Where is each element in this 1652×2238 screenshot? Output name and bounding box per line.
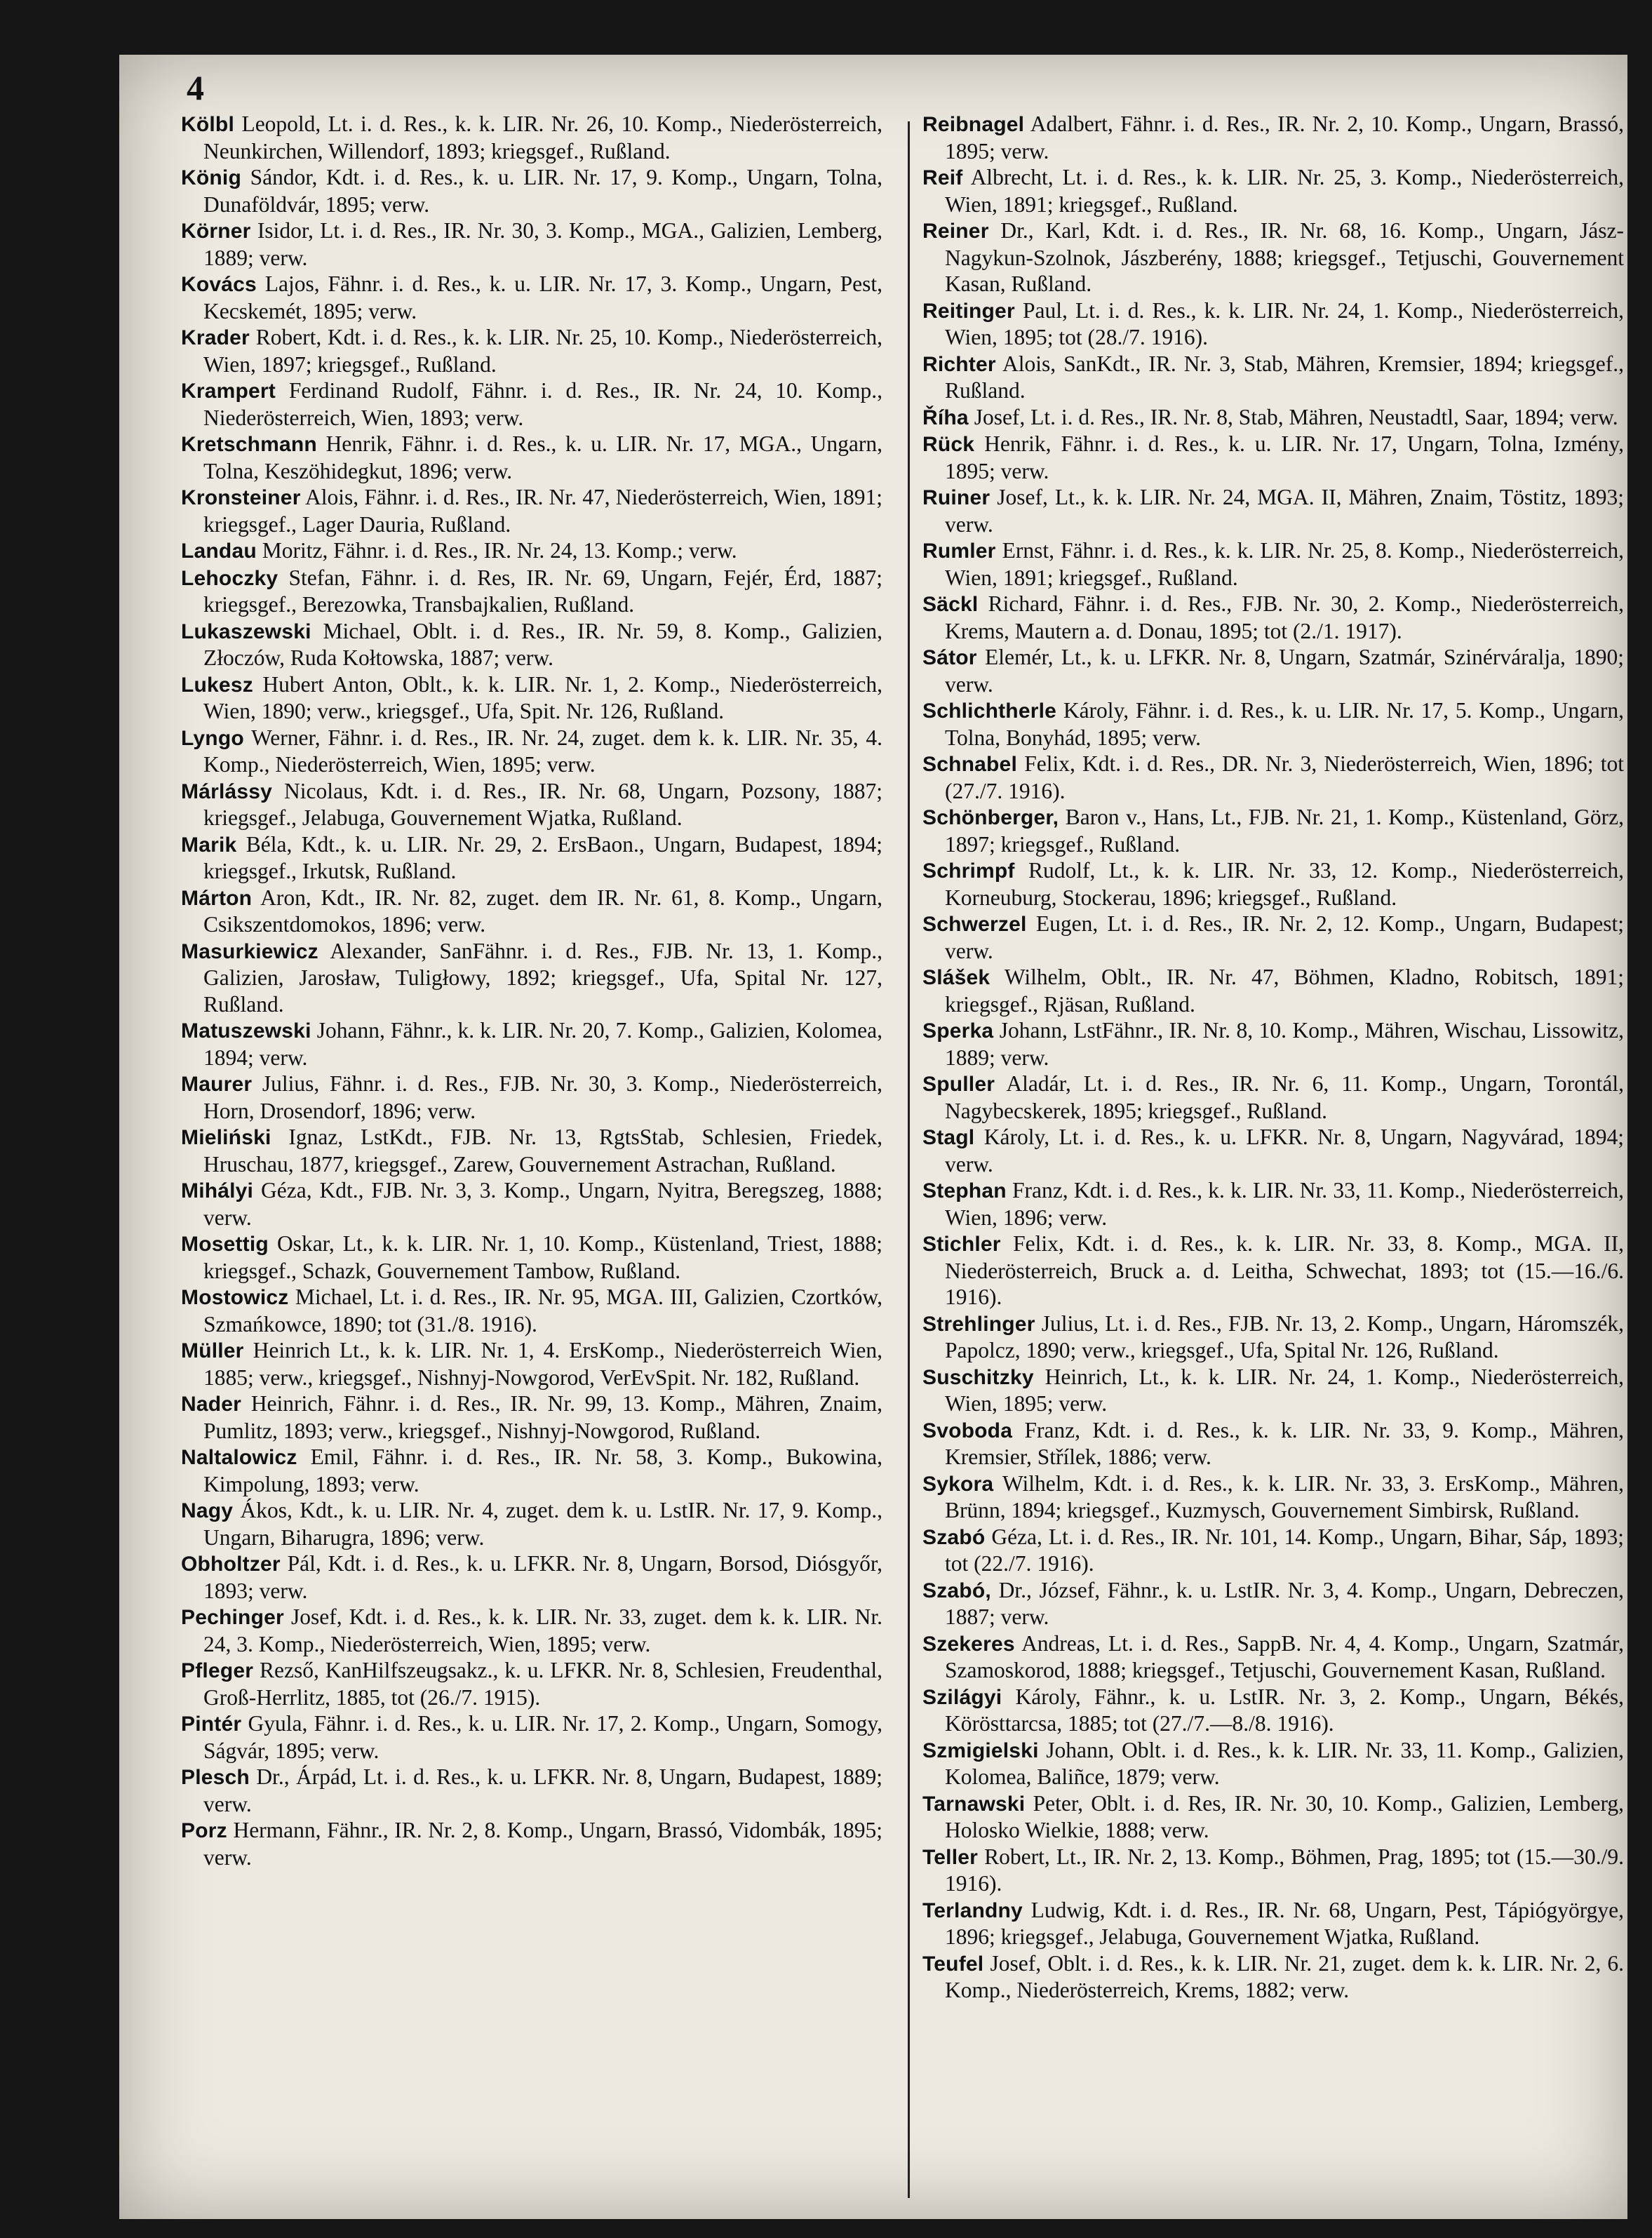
casualty-entry bbox=[922, 1311, 1624, 1364]
casualty-entry bbox=[181, 1391, 882, 1444]
casualty-entry bbox=[922, 1630, 1624, 1684]
casualty-entry bbox=[181, 111, 882, 164]
entry-surname: Krader bbox=[181, 326, 250, 349]
entry-details: Pál, Kdt. i. d. Res., k. u. LFKR. Nr. 8, Ungarn, Borsod, Diósgyőr, 1893; verw. bbox=[203, 1551, 882, 1603]
casualty-entry bbox=[922, 217, 1624, 297]
entry-surname: Plesch bbox=[181, 1766, 250, 1789]
casualty-entry bbox=[181, 1817, 882, 1870]
entry-details: Rezső, KanHilfszeugsakz., k. u. LFKR. Nr. 8, Schlesien, Freudenthal, Groß-Herrlitz, 1885, tot (26./7. 1915). bbox=[203, 1658, 882, 1710]
casualty-entry bbox=[922, 1790, 1624, 1844]
entry-surname: Körner bbox=[181, 220, 251, 243]
casualty-entry bbox=[922, 804, 1624, 857]
entry-details: Heinrich, Lt., k. k. LIR. Nr. 24, 1. Komp., Niederösterreich, Wien, 1895; verw. bbox=[945, 1364, 1624, 1416]
document-page bbox=[119, 55, 1627, 2219]
casualty-entry bbox=[181, 725, 882, 778]
entry-surname: Szabó, bbox=[922, 1579, 991, 1602]
casualty-entry bbox=[181, 565, 882, 618]
casualty-entry bbox=[181, 217, 882, 271]
entry-details: Josef, Kdt. i. d. Res., k. k. LIR. Nr. 33, zuget. dem k. k. LIR. Nr. 24, 3. Komp., Niederösterreich, Wien, 1895; verw. bbox=[203, 1604, 882, 1656]
casualty-entry bbox=[922, 911, 1624, 964]
entry-details: Nicolaus, Kdt. i. d. Res., IR. Nr. 68, Ungarn, Pozsony, 1887; kriegsgef., Jelabuga, Gouvernement Wjatka, Rußland. bbox=[203, 778, 882, 830]
casualty-entry bbox=[181, 1444, 882, 1497]
entry-details: Ferdinand Rudolf, Fähnr. i. d. Res., IR. Nr. 24, 10. Komp., Niederösterreich, Wien, 1893; verw. bbox=[203, 378, 882, 430]
entry-surname: Landau bbox=[181, 540, 257, 563]
entry-surname: Nader bbox=[181, 1393, 242, 1416]
casualty-entry bbox=[181, 1497, 882, 1550]
page-number: 4 bbox=[187, 68, 204, 107]
entry-surname: Reitinger bbox=[922, 299, 1015, 323]
entry-details: Robert, Lt., IR. Nr. 2, 13. Komp., Böhmen, Prag, 1895; tot (15.—30./9. 1916). bbox=[945, 1844, 1624, 1896]
entry-details: Robert, Kdt. i. d. Res., k. k. LIR. Nr. 25, 10. Komp., Niederösterreich, Wien, 1897; kriegsgef., Rußland. bbox=[203, 325, 882, 377]
entry-details: Josef, Lt. i. d. Res., IR. Nr. 8, Stab, Mähren, Neustadtl, Saar, 1894; verw. bbox=[974, 404, 1618, 429]
casualty-entry bbox=[922, 1071, 1624, 1124]
entry-details: Lajos, Fähnr. i. d. Res., k. u. LIR. Nr. 17, 3. Komp., Ungarn, Pest, Kecskemét, 1895; verw. bbox=[203, 272, 882, 323]
entry-surname: Mosettig bbox=[181, 1233, 269, 1256]
entry-surname: Masurkiewicz bbox=[181, 939, 318, 963]
casualty-entry bbox=[922, 697, 1624, 751]
entry-details: Josef, Oblt. i. d. Res., k. k. LIR. Nr. 21, zuget. dem k. k. LIR. Nr. 2, 6. Komp., Niederösterreich, Krems, 1882; verw. bbox=[945, 1950, 1624, 2002]
entry-details: Peter, Oblt. i. d. Res, IR. Nr. 30, 10. Komp., Galizien, Lemberg, Holosko Wielkie, 1888; verw. bbox=[945, 1790, 1624, 1842]
entry-surname: Tarnawski bbox=[922, 1792, 1026, 1816]
casualty-entry bbox=[922, 1524, 1624, 1577]
entry-surname: Szabó bbox=[922, 1525, 986, 1549]
entry-details: Johann, LstFähnr., IR. Nr. 8, 10. Komp., Mähren, Wischau, Lissowitz, 1889; verw. bbox=[945, 1018, 1624, 1070]
entry-details: Isidor, Lt. i. d. Res., IR. Nr. 30, 3. Komp., MGA., Galizien, Lemberg, 1889; verw. bbox=[203, 218, 882, 270]
entry-details: Johann, Oblt. i. d. Res., k. k. LIR. Nr. 33, 11. Komp., Galizien, Kolomea, Baliñce, 1879; verw. bbox=[945, 1737, 1624, 1789]
entry-details: Hermann, Fähnr., IR. Nr. 2, 8. Komp., Ungarn, Brassó, Vidombák, 1895; verw. bbox=[203, 1818, 882, 1870]
casualty-entry bbox=[181, 1337, 882, 1391]
entry-details: Leopold, Lt. i. d. Res., k. k. LIR. Nr. 26, 10. Komp., Niederösterreich, Neunkirchen, Willendorf, 1893; kriegsgef., Rußland. bbox=[203, 112, 882, 163]
entry-surname: Kovács bbox=[181, 273, 257, 296]
entry-surname: Maurer bbox=[181, 1073, 253, 1096]
right-column bbox=[922, 111, 1624, 2212]
entry-details: Gyula, Fähnr. i. d. Res., k. u. LIR. Nr. 17, 2. Komp., Ungarn, Somogy, Ságvár, 1895; verw. bbox=[203, 1711, 882, 1763]
casualty-entry bbox=[181, 618, 882, 671]
entry-surname: Teufel bbox=[922, 1952, 984, 1976]
entry-details: Heinrich, Fähnr. i. d. Res., IR. Nr. 99, 13. Komp., Mähren, Znaim, Pumlitz, 1893; verw., kriegsgef., Nishnyj-Nowgorod, Rußland. bbox=[203, 1391, 882, 1443]
entry-details: Ákos, Kdt., k. u. LIR. Nr. 4, zuget. dem k. u. LstIR. Nr. 17, 9. Komp., Ungarn, Biharugra, 1896; verw. bbox=[203, 1498, 882, 1550]
casualty-entry bbox=[181, 377, 882, 431]
entry-details: Rudolf, Lt., k. k. LIR. Nr. 33, 12. Komp., Niederösterreich, Korneuburg, Stockerau, 1896; kriegsgef., Rußland. bbox=[945, 858, 1624, 910]
entry-details: Károly, Fähnr. i. d. Res., k. u. LIR. Nr. 17, 5. Komp., Ungarn, Tolna, Bonyhád, 1895; verw. bbox=[945, 698, 1624, 750]
casualty-entry bbox=[181, 1071, 882, 1124]
entry-surname: Reiner bbox=[922, 220, 989, 243]
entry-surname: Pfleger bbox=[181, 1659, 254, 1682]
entry-surname: Sykora bbox=[922, 1472, 994, 1496]
casualty-entry bbox=[181, 1177, 882, 1231]
entry-details: Wilhelm, Kdt. i. d. Res., k. k. LIR. Nr. 33, 3. ErsKomp., Mähren, Brünn, 1894; kriegsgef., Kuzmysch, Gouvernement Simbirsk, Rußland. bbox=[945, 1470, 1624, 1522]
casualty-entry bbox=[922, 1737, 1624, 1790]
entry-surname: Márlássy bbox=[181, 779, 273, 803]
entry-surname: Terlandny bbox=[922, 1898, 1023, 1922]
casualty-entry bbox=[922, 351, 1624, 404]
entry-details: Felix, Kdt. i. d. Res., DR. Nr. 3, Niederösterreich, Wien, 1896; tot (27./7. 1916). bbox=[945, 751, 1624, 803]
casualty-entry bbox=[922, 164, 1624, 217]
entry-details: Dr., Árpád, Lt. i. d. Res., k. u. LFKR. Nr. 8, Ungarn, Budapest, 1889; verw. bbox=[203, 1764, 882, 1816]
entry-details: Ludwig, Kdt. i. d. Res., IR. Nr. 68, Ungarn, Pest, Tápiógyörgye, 1896; kriegsgef., Jelabuga, Gouvernement Wjatka, Rußland. bbox=[945, 1897, 1624, 1949]
casualty-entry bbox=[181, 431, 882, 484]
casualty-entry bbox=[922, 1417, 1624, 1470]
casualty-entry bbox=[181, 324, 882, 377]
entry-details: Julius, Lt. i. d. Res., FJB. Nr. 13, 2. Komp., Ungarn, Háromszék, Papolcz, 1890; verw., kriegsgef., Ufa, Spital Nr. 126, Rußland. bbox=[945, 1311, 1624, 1362]
entry-details: Emil, Fähnr. i. d. Res., IR. Nr. 58, 3. Komp., Bukowina, Kimpolung, 1893; verw. bbox=[203, 1445, 882, 1496]
casualty-entry bbox=[181, 885, 882, 938]
entry-details: Heinrich Lt., k. k. LIR. Nr. 1, 4. ErsKomp., Niederösterreich Wien, 1885; verw., kriegsgef., Nishnyj-Nowgorod, VerEvSpit. Nr. 182, Rußland. bbox=[203, 1338, 882, 1390]
entry-details: Michael, Lt. i. d. Res., IR. Nr. 95, MGA. III, Galizien, Czortków, Szmańkowce, 1890; tot (31./8. 1916). bbox=[203, 1285, 882, 1336]
casualty-entry bbox=[922, 1470, 1624, 1524]
entry-details: Josef, Lt., k. k. LIR. Nr. 24, MGA. II, Mähren, Znaim, Töstitz, 1893; verw. bbox=[945, 485, 1624, 537]
entry-surname: Pechinger bbox=[181, 1606, 284, 1629]
casualty-entry bbox=[181, 831, 882, 885]
casualty-entry bbox=[922, 1844, 1624, 1897]
entry-surname: Svoboda bbox=[922, 1419, 1013, 1442]
casualty-entry bbox=[922, 431, 1624, 484]
entry-details: Johann, Fähnr., k. k. LIR. Nr. 20, 7. Komp., Galizien, Kolomea, 1894; verw. bbox=[203, 1018, 882, 1070]
entry-surname: Mieliński bbox=[181, 1126, 271, 1149]
entry-details: Dr., Karl, Kdt. i. d. Res., IR. Nr. 68, 16. Komp., Ungarn, Jász-Nagykun-Szolnok, Jászberény, 1888; kriegsgef., Tetjuschi, Gouvernement Kasan, Rußland. bbox=[945, 218, 1624, 296]
entry-details: Oskar, Lt., k. k. LIR. Nr. 1, 10. Komp., Küstenland, Triest, 1888; kriegsgef., Schazk, Gouvernement Tambow, Rußland. bbox=[203, 1231, 882, 1283]
casualty-entry bbox=[181, 1764, 882, 1817]
casualty-entry bbox=[922, 1684, 1624, 1737]
entry-surname: Sátor bbox=[922, 646, 977, 669]
entry-surname: Lukesz bbox=[181, 673, 253, 697]
casualty-entry bbox=[922, 1017, 1624, 1071]
entry-details: Károly, Lt. i. d. Res., k. u. LFKR. Nr. 8, Ungarn, Nagyvárad, 1894; verw. bbox=[945, 1125, 1624, 1177]
casualty-entry bbox=[181, 1710, 882, 1764]
casualty-entry bbox=[181, 271, 882, 324]
entry-details: Albrecht, Lt. i. d. Res., k. k. LIR. Nr. 25, 3. Komp., Niederösterreich, Wien, 1891; kriegsgef., Rußland. bbox=[945, 165, 1624, 217]
casualty-entry bbox=[922, 1177, 1624, 1231]
entry-surname: Teller bbox=[922, 1845, 979, 1869]
entry-surname: Márton bbox=[181, 886, 253, 910]
entry-surname: Kretschmann bbox=[181, 433, 317, 456]
left-column bbox=[181, 111, 882, 2212]
entry-details: Hubert Anton, Oblt., k. k. LIR. Nr. 1, 2. Komp., Niederösterreich, Wien, 1890; verw., kriegsgef., Ufa, Spit. Nr. 126, Rußland. bbox=[203, 671, 882, 723]
entry-details: Ernst, Fähnr. i. d. Res., k. k. LIR. Nr. 25, 8. Komp., Niederösterreich, Wien, 1891; kriegsgef., Rußland. bbox=[945, 538, 1624, 590]
entry-details: Sándor, Kdt. i. d. Res., k. u. LIR. Nr. 17, 9. Komp., Ungarn, Tolna, Dunaföldvár, 1895; verw. bbox=[203, 165, 882, 217]
entry-surname: Säckl bbox=[922, 593, 979, 616]
entry-details: Aron, Kdt., IR. Nr. 82, zuget. dem IR. Nr. 61, 8. Komp., Ungarn, Csikszentdomokos, 1896; verw. bbox=[203, 885, 882, 937]
entry-surname: Matuszewski bbox=[181, 1019, 311, 1043]
entry-surname: Schlichtherle bbox=[922, 699, 1056, 723]
entry-surname: Stephan bbox=[922, 1179, 1007, 1202]
casualty-entry bbox=[181, 1604, 882, 1657]
entry-details: Ignaz, LstKdt., FJB. Nr. 13, RgtsStab, Schlesien, Friedek, Hruschau, 1877, kriegsgef., Zarew, Gouvernement Astrachan, Rußland. bbox=[203, 1125, 882, 1177]
entry-surname: Stichler bbox=[922, 1233, 1001, 1256]
casualty-entry bbox=[922, 591, 1624, 644]
entry-surname: Slášek bbox=[922, 966, 990, 989]
entry-surname: Suschitzky bbox=[922, 1365, 1034, 1389]
entry-surname: Sperka bbox=[922, 1019, 994, 1043]
entry-surname: Kölbl bbox=[181, 113, 234, 136]
casualty-entry bbox=[181, 1124, 882, 1177]
entry-surname: Kronsteiner bbox=[181, 486, 301, 509]
entry-surname: Strehlinger bbox=[922, 1312, 1035, 1336]
casualty-entry bbox=[922, 1897, 1624, 1950]
entry-details: Károly, Fähnr., k. u. LstIR. Nr. 3, 2. Komp., Ungarn, Békés, Körösttarcsa, 1885; tot (27./7.—8./8. 1916). bbox=[945, 1684, 1624, 1736]
casualty-entry bbox=[922, 111, 1624, 164]
entry-surname: Schrimpf bbox=[922, 859, 1015, 883]
entry-surname: Obholtzer bbox=[181, 1553, 281, 1576]
entry-details: Baron v., Hans, Lt., FJB. Nr. 21, 1. Komp., Küstenland, Görz, 1897; kriegsgef., Rußland. bbox=[945, 805, 1624, 857]
casualty-entry bbox=[922, 644, 1624, 697]
casualty-entry bbox=[922, 297, 1624, 351]
casualty-entry bbox=[922, 484, 1624, 537]
entry-surname: Reif bbox=[922, 166, 963, 189]
entry-details: Adalbert, Fähnr. i. d. Res., IR. Nr. 2, 10. Komp., Ungarn, Brassó, 1895; verw. bbox=[945, 112, 1624, 163]
entry-surname: Szekeres bbox=[922, 1632, 1015, 1656]
casualty-entry bbox=[181, 537, 882, 565]
entry-surname: Marik bbox=[181, 833, 237, 857]
entry-surname: Lehoczky bbox=[181, 566, 278, 590]
entry-details: Moritz, Fähnr. i. d. Res., IR. Nr. 24, 13. Komp.; verw. bbox=[262, 538, 737, 563]
entry-surname: Pintér bbox=[181, 1713, 242, 1736]
entry-surname: Krampert bbox=[181, 380, 276, 403]
entry-details: Julius, Fähnr. i. d. Res., FJB. Nr. 30, 3. Komp., Niederösterreich, Horn, Drosendorf, 1896; verw. bbox=[203, 1071, 882, 1123]
entry-surname: Lukaszewski bbox=[181, 619, 311, 643]
casualty-entry bbox=[181, 778, 882, 831]
entry-surname: Nagy bbox=[181, 1499, 234, 1522]
casualty-entry bbox=[181, 484, 882, 537]
entry-surname: Richter bbox=[922, 352, 996, 376]
entry-surname: Schnabel bbox=[922, 753, 1017, 776]
column-divider bbox=[908, 121, 910, 2198]
casualty-entry bbox=[181, 938, 882, 1018]
entry-details: Richard, Fähnr. i. d. Res., FJB. Nr. 30, 2. Komp., Niederösterreich, Krems, Mautern a. d. Donau, 1895; tot (2./1. 1917). bbox=[945, 591, 1624, 643]
entry-surname: Lyngo bbox=[181, 726, 244, 750]
entry-details: Franz, Kdt. i. d. Res., k. k. LIR. Nr. 33, 11. Komp., Niederösterreich, Wien, 1896; verw. bbox=[945, 1178, 1624, 1230]
entry-details: Béla, Kdt., k. u. LIR. Nr. 29, 2. ErsBaon., Ungarn, Budapest, 1894; kriegsgef., Irkutsk, Rußland. bbox=[203, 831, 882, 883]
entry-details: Paul, Lt. i. d. Res., k. k. LIR. Nr. 24, 1. Komp., Niederösterreich, Wien, 1895; tot (28./7. 1916). bbox=[945, 297, 1624, 349]
entry-surname: Schwerzel bbox=[922, 913, 1027, 936]
entry-surname: Ruiner bbox=[922, 486, 990, 509]
casualty-entry bbox=[922, 857, 1624, 911]
entry-surname: König bbox=[181, 166, 241, 189]
entry-details: Aladár, Lt. i. d. Res., IR. Nr. 6, 11. Komp., Ungarn, Torontál, Nagybecskerek, 1895; kriegsgef., Rußland. bbox=[945, 1071, 1624, 1123]
casualty-entry bbox=[181, 1231, 882, 1284]
casualty-entry bbox=[922, 1577, 1624, 1630]
entry-details: Werner, Fähnr. i. d. Res., IR. Nr. 24, zuget. dem k. k. LIR. Nr. 35, 4. Komp., Niederösterreich, Wien, 1895; verw. bbox=[203, 725, 882, 777]
casualty-entry bbox=[181, 1284, 882, 1337]
casualty-entry bbox=[922, 1364, 1624, 1417]
entry-details: Eugen, Lt. i. d. Res., IR. Nr. 2, 12. Komp., Ungarn, Budapest; verw. bbox=[945, 911, 1624, 963]
entry-surname: Szilágyi bbox=[922, 1685, 1002, 1709]
casualty-entry bbox=[181, 671, 882, 725]
entry-surname: Mihályi bbox=[181, 1179, 254, 1202]
entry-surname: Reibnagel bbox=[922, 113, 1025, 136]
casualty-entry bbox=[922, 404, 1624, 431]
entry-surname: Rück bbox=[922, 433, 975, 456]
casualty-entry bbox=[922, 537, 1624, 591]
casualty-entry bbox=[922, 1231, 1624, 1311]
entry-details: Stefan, Fähnr. i. d. Res, IR. Nr. 69, Ungarn, Fejér, Érd, 1887; kriegsgef., Berezowka, Transbajkalien, Rußland. bbox=[203, 565, 882, 617]
entry-surname: Müller bbox=[181, 1339, 244, 1362]
entry-surname: Spuller bbox=[922, 1073, 995, 1096]
entry-details: Elemér, Lt., k. u. LFKR. Nr. 8, Ungarn, Szatmár, Szinérváralja, 1890; verw. bbox=[945, 645, 1624, 697]
entry-surname: Stagl bbox=[922, 1126, 975, 1149]
entry-surname: Rumler bbox=[922, 540, 996, 563]
entry-details: Henrik, Fähnr. i. d. Res., k. u. LIR. Nr. 17, MGA., Ungarn, Tolna, Keszöhidegkut, 1896; verw. bbox=[203, 431, 882, 483]
entry-details: Géza, Kdt., FJB. Nr. 3, 3. Komp., Ungarn, Nyitra, Beregszeg, 1888; verw. bbox=[203, 1178, 882, 1230]
casualty-entry bbox=[181, 1017, 882, 1071]
casualty-entry bbox=[181, 1657, 882, 1710]
entry-details: Andreas, Lt. i. d. Res., SappB. Nr. 4, 4. Komp., Ungarn, Szatmár, Szamoskorod, 1888; kriegsgef., Tetjuschi, Gouvernement Kasan, Rußland. bbox=[945, 1630, 1624, 1682]
entry-surname: Říha bbox=[922, 406, 969, 429]
entry-details: Alois, Fähnr. i. d. Res., IR. Nr. 47, Niederösterreich, Wien, 1891; kriegsgef., Lager Dauria, Rußland. bbox=[203, 485, 882, 537]
entry-surname: Szmigielski bbox=[922, 1738, 1039, 1762]
entry-surname: Naltalowicz bbox=[181, 1446, 297, 1469]
casualty-entry bbox=[181, 1550, 882, 1604]
entry-details: Dr., József, Fähnr., k. u. LstIR. Nr. 3, 4. Komp., Ungarn, Debreczen, 1887; verw. bbox=[945, 1577, 1624, 1629]
casualty-entry bbox=[922, 964, 1624, 1017]
entry-details: Géza, Lt. i. d. Res., IR. Nr. 101, 14. Komp., Ungarn, Bihar, Sáp, 1893; tot (22./7. 1916). bbox=[945, 1524, 1624, 1576]
casualty-entry bbox=[181, 164, 882, 217]
entry-details: Franz, Kdt. i. d. Res., k. k. LIR. Nr. 33, 9. Komp., Mähren, Kremsier, Střílek, 1886; verw. bbox=[945, 1417, 1624, 1469]
entry-surname: Schönberger, bbox=[922, 806, 1059, 829]
casualty-entry bbox=[922, 751, 1624, 804]
entry-details: Alexander, SanFähnr. i. d. Res., FJB. Nr. 13, 1. Komp., Galizien, Jarosław, Tuligłowy, 1892; kriegsgef., Ufa, Spital Nr. 127, Rußland. bbox=[203, 938, 882, 1017]
entry-details: Alois, SanKdt., IR. Nr. 3, Stab, Mähren, Kremsier, 1894; kriegsgef., Rußland. bbox=[945, 351, 1624, 403]
entry-details: Wilhelm, Oblt., IR. Nr. 47, Böhmen, Kladno, Robitsch, 1891; kriegsgef., Rjäsan, Rußland. bbox=[945, 965, 1624, 1017]
casualty-entry bbox=[922, 1950, 1624, 2004]
entry-surname: Porz bbox=[181, 1819, 227, 1842]
entry-details: Felix, Kdt. i. d. Res., k. k. LIR. Nr. 33, 8. Komp., MGA. II, Niederösterreich, Bruck a. d. Leitha, Schwechat, 1893; tot (15.—16./6. 1916). bbox=[945, 1231, 1624, 1309]
entry-details: Henrik, Fähnr. i. d. Res., k. u. LIR. Nr. 17, Ungarn, Tolna, Izmény, 1895; verw. bbox=[945, 431, 1624, 483]
entry-surname: Mostowicz bbox=[181, 1286, 289, 1309]
casualty-entry bbox=[922, 1124, 1624, 1177]
entry-details: Michael, Oblt. i. d. Res., IR. Nr. 59, 8. Komp., Galizien, Złoczów, Ruda Kołtowska, 1887; verw. bbox=[203, 618, 882, 670]
